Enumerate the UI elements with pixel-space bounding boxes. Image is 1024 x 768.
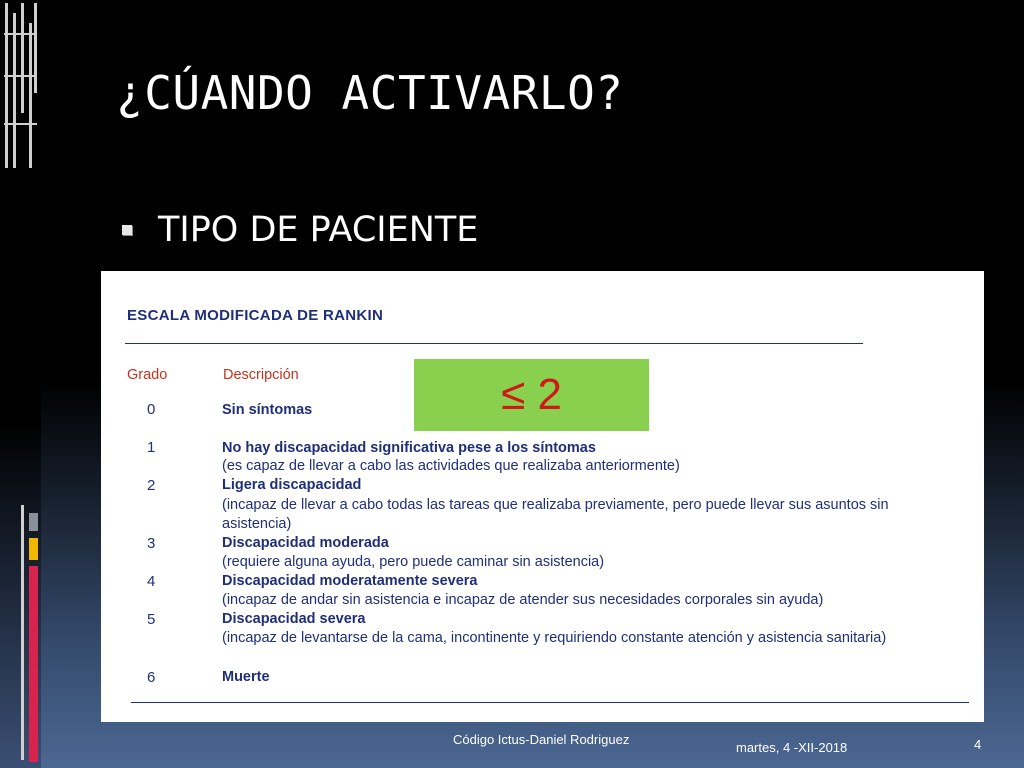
grade-5-detail: (incapaz de levantarse de la cama, incontinente y requiriendo constante atención y asistencia sanitaria) <box>222 630 887 646</box>
grade-1-detail: (es capaz de llevar a cabo las actividades que realizaba anteriormente) <box>222 458 680 474</box>
grade-6: 6 <box>147 669 156 686</box>
threshold-highlight-text: ≤ 2 <box>501 370 562 419</box>
grade-3: 3 <box>147 535 156 552</box>
rankin-scale-image <box>101 271 984 722</box>
strip-square-yellow <box>29 538 38 560</box>
grade-5: 5 <box>147 611 156 628</box>
grade-1-title: No hay discapacidad significativa pese a los síntomas <box>222 440 596 456</box>
grade-5-title: Discapacidad severa <box>222 611 366 627</box>
grade-2-title: Ligera discapacidad <box>222 477 362 493</box>
grade-3-detail: (requiere alguna ayuda, pero puede caminar sin asistencia) <box>222 554 605 570</box>
strip-bar-red <box>29 566 38 762</box>
footer-date: martes, 4 -XII-2018 <box>736 740 848 755</box>
grade-4-title: Discapacidad moderatamente severa <box>222 573 478 589</box>
grade-2: 2 <box>147 477 156 494</box>
square-bullet-icon <box>122 225 132 235</box>
grade-0-title: Sin síntomas <box>222 402 313 418</box>
description-header: Descripción <box>223 367 299 383</box>
bullet-item <box>122 210 478 250</box>
window-pane-icon <box>4 3 37 168</box>
scale-rule-top <box>125 343 863 344</box>
left-decorative-strip <box>0 0 41 768</box>
grade-2-detail: (incapaz de llevar a cabo todas las tareas que realizaba previamente, pero puede llevar sus asuntos sin asistencia) <box>222 497 889 532</box>
grade-4: 4 <box>147 573 156 590</box>
slide-title: ¿CÚANDO ACTIVARLO? <box>116 66 624 120</box>
strip-divider <box>21 505 24 760</box>
grade-6-title: Muerte <box>222 669 270 685</box>
threshold-highlight-box <box>414 359 649 431</box>
grade-header: Grado <box>127 367 168 383</box>
strip-square-gray <box>29 513 38 531</box>
grade-3-title: Discapacidad moderada <box>222 535 389 551</box>
footer-author: Código Ictus-Daniel Rodriguez <box>453 732 630 747</box>
footer-page-number: 4 <box>974 737 982 752</box>
scale-title: ESCALA MODIFICADA DE RANKIN <box>127 307 384 324</box>
scale-rule-bottom <box>131 702 969 703</box>
grade-1: 1 <box>147 439 156 456</box>
grade-0: 0 <box>147 401 156 418</box>
bullet-text: TIPO DE PACIENTE <box>158 210 479 250</box>
grade-4-detail: (incapaz de andar sin asistencia e incapaz de atender sus necesidades corporales sin ayuda) <box>222 592 824 608</box>
